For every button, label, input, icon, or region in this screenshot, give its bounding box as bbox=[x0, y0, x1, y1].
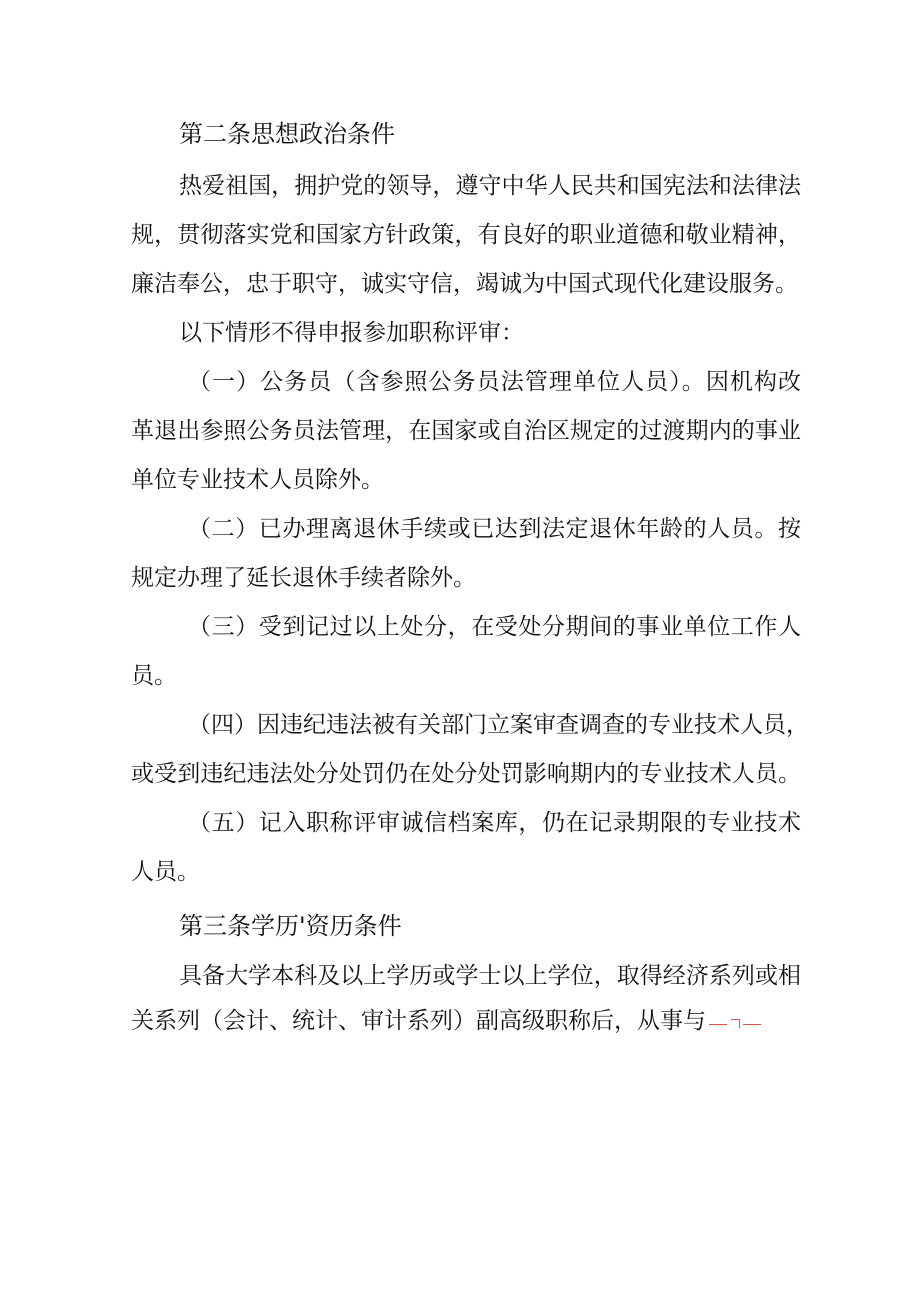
article-2-paragraph-line: 热爱祖国，拥护党的领导，遵守中华人民共和国宪法和法律法 bbox=[179, 173, 801, 199]
exclusion-item-1-line: （一）公务员（含参照公务员法管理单位人员）。因机构改 bbox=[188, 369, 801, 395]
article-3-heading: 第三条学历'资历条件 bbox=[179, 912, 402, 940]
article-3-paragraph-line: 具备大学本科及以上学历或学士以上学位，取得经济系列或相 bbox=[179, 963, 801, 989]
exclusion-item-3-line: 员。 bbox=[131, 663, 177, 689]
exclusion-item-2-line: 规定办理了延长退休手续者除外。 bbox=[131, 565, 476, 591]
article-2-heading: 第二条思想政治条件 bbox=[179, 120, 395, 148]
article-2-paragraph-line: 廉洁奉公，忠于职守，诚实守信，竭诚为中国式现代化建设服务。 bbox=[131, 271, 798, 297]
exclusion-intro: 以下情形不得申报参加职称评审： bbox=[179, 320, 524, 346]
exclusion-item-5-line: （五）记入职称评审诚信档案库，仍在记录期限的专业技术 bbox=[188, 810, 801, 836]
exclusion-item-1-line: 革退出参照公务员法管理，在国家或自治区规定的过渡期内的事业 bbox=[131, 418, 801, 444]
revision-mark bbox=[709, 1018, 761, 1028]
article-2-paragraph-line: 规，贯彻落实党和国家方针政策，有良好的职业道德和敬业精神， bbox=[131, 222, 801, 248]
exclusion-item-2-line: （二）已办理离退休手续或已达到法定退休年龄的人员。按 bbox=[188, 516, 801, 542]
article-3-paragraph-line: 关系列（会计、统计、审计系列）副高级职称后，从事与 bbox=[131, 1008, 706, 1034]
exclusion-item-4-line: （四）因违纪违法被有关部门立案审查调查的专业技术人员， bbox=[188, 712, 809, 738]
exclusion-item-3-line: （三）受到记过以上处分，在受处分期间的事业单位工作人 bbox=[188, 614, 801, 640]
exclusion-item-4-line: 或受到违纪违法处分处罚仍在处分处罚影响期内的专业技术人员。 bbox=[131, 761, 801, 787]
exclusion-item-5-line: 人员。 bbox=[131, 859, 200, 885]
exclusion-item-1-line: 单位专业技术人员除外。 bbox=[131, 467, 384, 493]
